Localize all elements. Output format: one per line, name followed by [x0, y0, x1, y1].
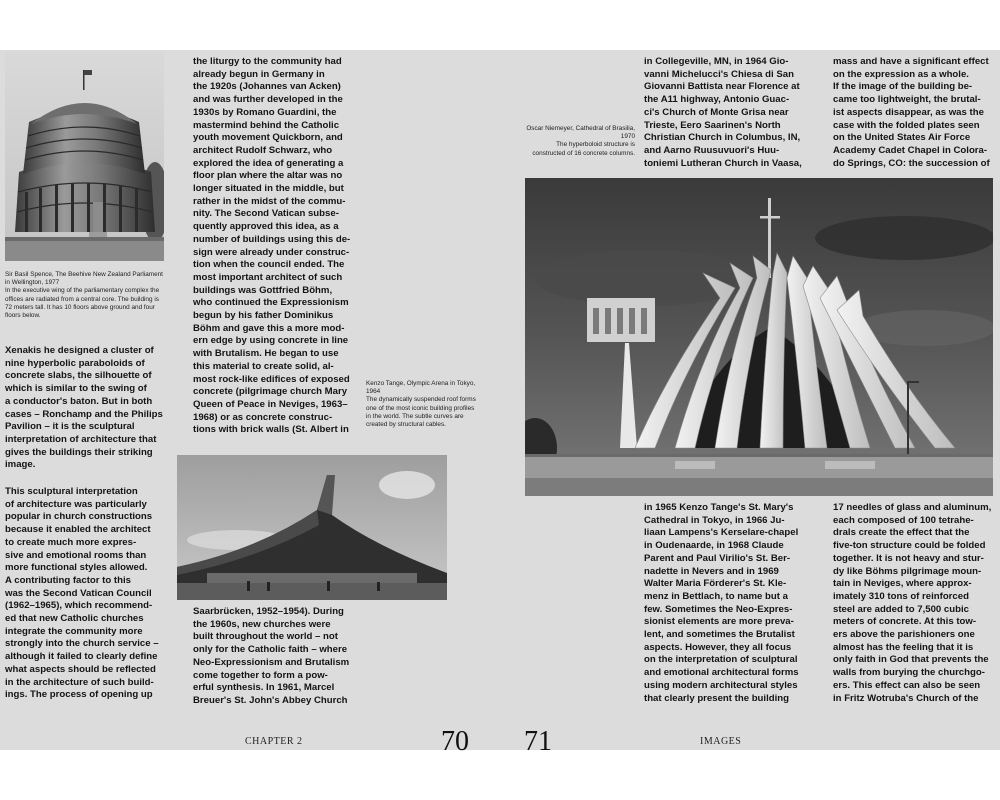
running-head-right: IMAGES — [700, 736, 742, 747]
beehive-caption-title: Sir Basil Spence, The Beehive New Zealand Parliament in Wellington, 1977 — [5, 271, 163, 287]
niemeyer-caption-title: Oscar Niemeyer, Cathedral of Brasilia, 1970 — [526, 125, 635, 141]
beehive-photo — [5, 52, 164, 261]
right-column-3-bottom — [644, 502, 824, 705]
paragraph: Saarbrücken, 1952–1954). During the 1960s, new churches were built throughout the world – not only for the Catholic faith – where Neo-Expressionism and Brutalism come together to form a pow- erful synthesis. In 1961, Marcel Breuer's St. John's Abbey Church — [193, 606, 350, 706]
running-head-left: CHAPTER 2 — [245, 736, 303, 747]
right-column-3-top — [644, 56, 824, 170]
left-column-1 — [5, 345, 173, 702]
beehive-caption — [5, 271, 165, 320]
page-number-left: 70 — [441, 726, 469, 757]
left-column-2-bottom — [193, 606, 361, 708]
right-column-4-top — [833, 56, 998, 170]
niemeyer-caption-text: The hyperboloid structure is constructed of 16 concrete columns. — [532, 141, 635, 157]
paragraph: Xenakis he designed a cluster of nine hyperbolic paraboloids of concrete slabs, the silhouette of which is similar to the swing of a conductor's baton. But in both cases – Ronchamp and the Philips Pavilion – it is the sculptural interpretation of architecture that gives the buildings their striking image. — [5, 345, 163, 471]
paragraph: This sculptural interpretation of architecture was particularly popular in church constructions because it enabled the architect to create much more expres- sive and emotional rooms than more functional styles allowed. A contributing factor to this was the Second Vatican Council (1962–1965), which recommend- ed that new Catholic churches integrate the community more strongly into the church service – although it failed to clearly define what aspects should be reflected in the architecture of such build- ings. The process of opening up — [5, 486, 159, 701]
right-column-4-bottom — [833, 502, 998, 705]
tange-arena-photo — [177, 455, 447, 600]
paragraph: 17 needles of glass and aluminum, each composed of 100 tetrahe- drals create the effect that the five-ton structure could be folded together. It is not heavy and stur- dy like Böhms pilgrimage moun- tain in Neviges, where approx- imately 310 tons of reinforced steel are added to 7,500 cubic meters of concrete. At this tow- ers above the parishioners one almost has the feeling that it is only faith in God that prevents the walls from burying the churchgo- ers. This effect can also be seen in Fritz Wotruba's Church of the — [833, 502, 992, 704]
tange-caption-title: Kenzo Tange, Olympic Arena in Tokyo, 1964 — [366, 380, 476, 396]
paragraph: mass and have a significant effect on the expression as a whole. If the image of the building be- came too lightweight, the brutal- ist aspects disappear, as was the case with the folded plates seen on the United States Air Force Academy Cadet Chapel in Colora- do Springs, CO: the succession of — [833, 56, 990, 169]
paragraph: in Collegeville, MN, in 1964 Gio- vanni Michelucci's Chiesa di San Giovanni Battista near Florence at the A11 highway, Antonio Guac- ci's Church of Monte Grisa near Trieste, Eero Saarinen's North Christian Church in Columbus, IN, and Aarno Ruusuvuori's Huu- toniemi Lutheran Church in Vaasa, — [644, 56, 802, 169]
niemeyer-caption — [525, 125, 635, 158]
left-column-2-top — [193, 56, 361, 437]
beehive-caption-text: In the executive wing of the parliamentary complex the offices are radiated from a central core. The building is 72 meters tall. It has 10 floors above ground and four floors below. — [5, 287, 160, 320]
tange-caption-text: The dynamically suspended roof forms one of the most iconic building profiles in the world. The subtle curves are created by structural cables. — [366, 396, 476, 429]
page-number-right: 71 — [524, 726, 552, 757]
paragraph: the liturgy to the community had already begun in Germany in the 1920s (Johannes van Acken) and was further developed in the 1930s by Romano Guardini, the mastermind behind the Catholic youth movement Quickborn, and architect Rudolf Schwarz, who explored the idea of generating a floor plan where the altar was no longer situated in the middle, but rather in the midst of the commu- nity. The Second Vatican subse- quently approved this idea, as a number of buildings using this de- sign were already under construc- tion when the council ended. The most important architect of such buildings was Gottfried Böhm, who continued the Expressionism begun by his father Dominikus Böhm and gave this a more mod- ern edge by using concrete in line with Brutalism. He began to use this material to create solid, al- most rock-like edifices of exposed concrete (pilgrimage church Mary Queen of Peace in Neviges, 1963– 1968) or as concrete construc- tions with brick walls (St. Albert in — [193, 56, 351, 436]
tange-caption — [366, 380, 476, 429]
brasilia-cathedral-photo — [525, 178, 993, 496]
paragraph: in 1965 Kenzo Tange's St. Mary's Cathedral in Tokyo, in 1966 Ju- liaan Lampens's Kerselare-chapel in Oudenaarde, in 1968 Claude Parent and Paul Virilio's St. Ber- nadette in Nevers and in 1969 Walter Maria Förderer's St. Kle- menz in Bettlach, to name but a few. Sometimes the Neo-Expres- sionist elements are more preva- lent, and sometimes the Brutalist aspects. However, they all focus on the interpretation of sculptural and emotional architectural forms using modern architectural styles that clearly present the building — [644, 502, 799, 704]
